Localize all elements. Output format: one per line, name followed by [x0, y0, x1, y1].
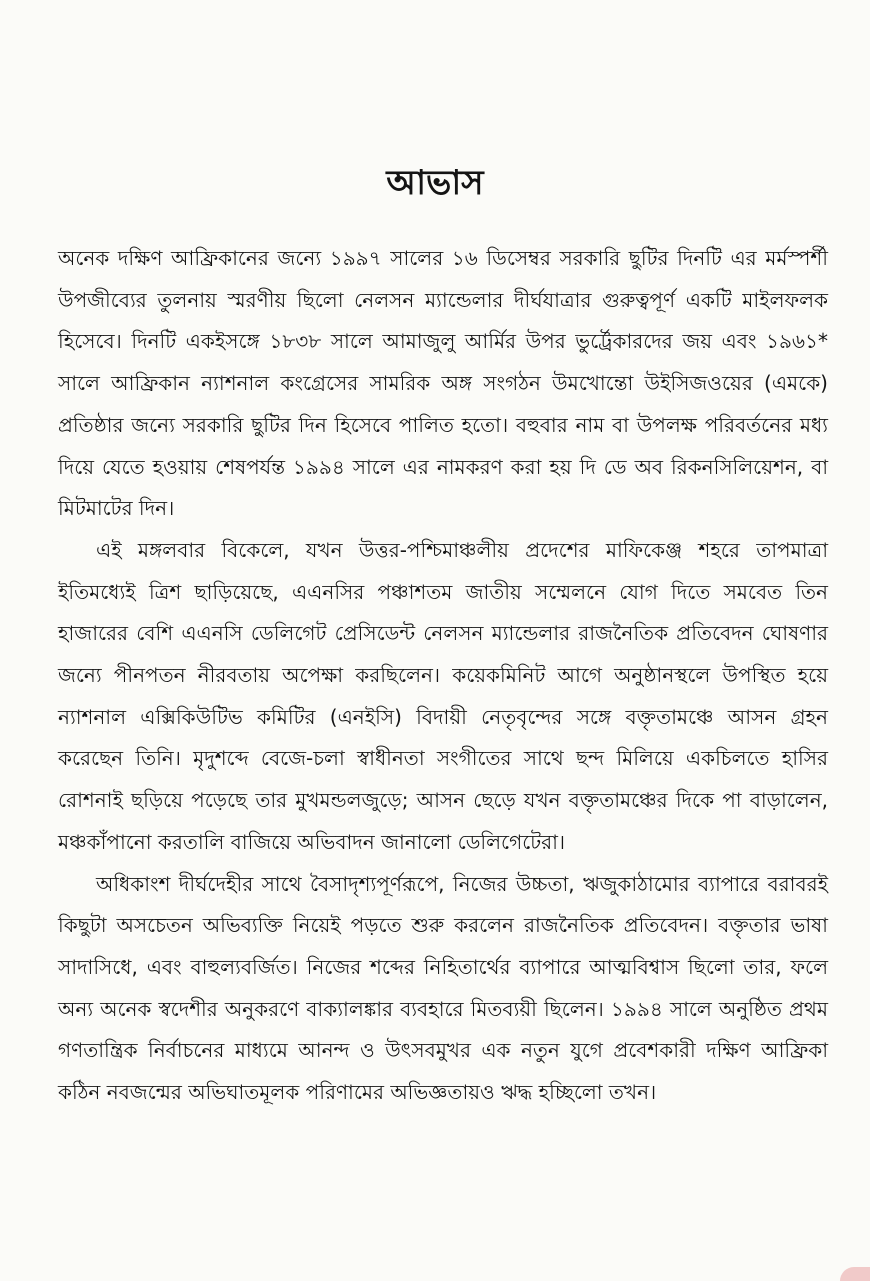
paragraph-3: অধিকাংশ দীর্ঘদেহীর সাথে বৈসাদৃশ্যপূর্ণরূপে, নিজের উচ্চতা, ঋজুকাঠামোর ব্যাপারে বরাবরই কিছুটা অসচেতন অভিব্যক্তি নিয়েই পড়তে শুরু করলেন রাজনৈতিক প্রতিবেদন। বক্তৃতার ভাষা সাদাসিধে, এবং বাহুল্যবর্জিত। নিজের শব্দের নিহিতার্থের ব্যাপারে আত্মবিশ্বাস ছিলো তার, ফলে অন্য অনেক স্বদেশীর অনুকরণে বাক্যালঙ্কার ব্যবহারে মিতব্যয়ী ছিলেন। ১৯৯৪ সালে অনুষ্ঠিত প্রথম গণতান্ত্রিক নির্বাচনের মাধ্যমে আনন্দ ও উৎসবমুখর এক নতুন যুগে প্রবেশকারী দক্ষিণ আফ্রিকা কঠিন নবজন্মের অভিঘাতমূলক পরিণামের অভিজ্ঞতায়ও ঋদ্ধ হচ্ছিলো তখন।	[58, 871, 828, 1105]
paragraph-2: এই মঙ্গলবার বিকেলে, যখন উত্তর-পশ্চিমাঞ্চলীয় প্রদেশের মাফিকেঞ্জ শহরে তাপমাত্রা ইতিমধ্যেই ত্রিশ ছাড়িয়েছে, এএনসির পঞ্চাশতম জাতীয় সম্মেলনে যোগ দিতে সমবেত তিন হাজারের বেশি এএনসি ডেলিগেট প্রেসিডেন্ট নেলসন ম্যান্ডেলার রাজনৈতিক প্রতিবেদন ঘোষণার জন্যে পীনপতন নীরবতায় অপেক্ষা করছিলেন। কয়েকমিনিট আগে অনুষ্ঠানস্থলে উপস্থিত হয়ে ন্যাশনাল এক্সিকিউটিভ কমিটির (এনইসি) বিদায়ী নেতৃবৃন্দের সঙ্গে বক্তৃতামঞ্চে আসন গ্রহন করেছেন তিনি। মৃদুশব্দে বেজে-চলা স্বাধীনতা সংগীতের সাথে ছন্দ মিলিয়ে একচিলতে হাসির রোশনাই ছড়িয়ে পড়েছে তার মুখমন্ডলজুড়ে; আসন ছেড়ে যখন বক্তৃতামঞ্চের দিকে পা বাড়ালেন, মঞ্চকাঁপানো করতালি বাজিয়ে অভিবাদন জানালো ডেলিগেটেরা।	[58, 537, 828, 854]
chapter-title: আভাস	[386, 163, 484, 203]
paragraph-1: অনেক দক্ষিণ আফ্রিকানের জন্যে ১৯৯৭ সালের ১৬ ডিসেম্বর সরকারি ছুটির দিনটি এর মর্মস্পর্শী উপজীব্যের তুলনায় স্মরণীয় ছিলো নেলসন ম্যান্ডেলার দীর্ঘযাত্রার গুরুত্বপূর্ণ একটি মাইলফলক হিসেবে। দিনটি একইসঙ্গে ১৮৩৮ সালে আমাজুলু আর্মির উপর ভুর্ট্রেকারদের জয় এবং ১৯৬১* সালে আফ্রিকান ন্যাশনাল কংগ্রেসের সামরিক অঙ্গ সংগঠন উমখোন্তো উইসিজওয়ের (এমকে) প্রতিষ্ঠার জন্যে সরকারি ছুটির দিন হিসেবে পালিত হতো। বহুবার নাম বা উপলক্ষ পরিবর্তনের মধ্য দিয়ে যেতে হওয়ায় শেষপর্যন্ত ১৯৯৪ সালে এর নামকরণ করা হয় দি ডে অব রিকনসিলিয়েশন, বা মিটমাটের দিন।	[58, 246, 828, 521]
page-edge-mark	[840, 1267, 870, 1281]
chapter-body	[58, 238, 828, 1114]
